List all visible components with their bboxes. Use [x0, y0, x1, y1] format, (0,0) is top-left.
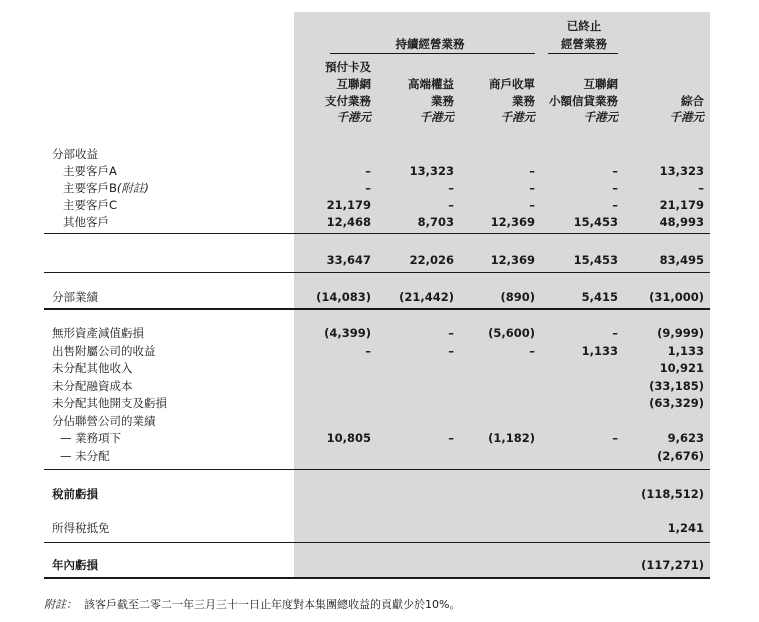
customer-a-col5: 13,323: [659, 164, 704, 178]
associates-business-col2: –: [448, 431, 454, 445]
segment-result-col3: (890): [500, 290, 535, 304]
associates-business-label: — 業務項下: [60, 431, 122, 445]
year-loss-label: 年內虧損: [52, 558, 98, 572]
header-continuing-group: 持續經營業務: [395, 37, 465, 51]
customer-b-col2: –: [448, 181, 454, 195]
unallocated-expenses-label: 未分配其他開支及虧損: [52, 396, 167, 410]
customer-a-col2: 13,323: [409, 164, 454, 178]
col1-header-line1: 預付卡及: [325, 60, 371, 74]
impairment-col5: (9,999): [657, 326, 704, 340]
col1-header-line3: 支付業務: [325, 94, 371, 108]
associates-title: 分佔聯營公司的業績: [52, 414, 156, 428]
rule-after-customers: [44, 233, 710, 234]
header-discontinued-rule: [548, 53, 618, 54]
associates-business-col4: –: [612, 431, 618, 445]
rule-after-subtotal: [44, 272, 710, 273]
impairment-label: 無形資產減值虧損: [52, 326, 144, 340]
customer-c-col4: –: [612, 198, 618, 212]
customer-c-col2: –: [448, 198, 454, 212]
customer-c-label: 主要客戶C: [63, 198, 118, 212]
segment-result-col5: (31,000): [649, 290, 704, 304]
customer-a-label: 主要客戶A: [63, 164, 117, 178]
rule-before-pretax: [44, 469, 710, 470]
col2-unit: 千港元: [419, 110, 454, 124]
customer-b-col1: –: [365, 181, 371, 195]
segment-result-label: 分部業績: [52, 290, 98, 304]
disposal-gain-col2: –: [448, 344, 454, 358]
impairment-col3: (5,600): [488, 326, 535, 340]
col3-unit: 千港元: [500, 110, 535, 124]
segment-revenue-title: 分部收益: [52, 147, 98, 161]
disposal-gain-label: 出售附屬公司的收益: [52, 344, 156, 358]
col3-header-line1: 商戶收單: [489, 77, 535, 91]
pretax-loss-label: 稅前虧損: [52, 487, 98, 501]
other-customers-col4: 15,453: [573, 215, 618, 229]
disposal-gain-col5: 1,133: [667, 344, 704, 358]
other-customers-col3: 12,369: [490, 215, 535, 229]
disposal-gain-col1: –: [365, 344, 371, 358]
impairment-col2: –: [448, 326, 454, 340]
segment-result-col4: 5,415: [581, 290, 618, 304]
unallocated-finance-col5: (33,185): [649, 379, 704, 393]
other-customers-col1: 12,468: [326, 215, 371, 229]
associates-business-col3: (1,182): [488, 431, 535, 445]
associates-unallocated-col5: (2,676): [657, 449, 704, 463]
unallocated-income-col5: 10,921: [659, 361, 704, 375]
disposal-gain-col3: –: [529, 344, 535, 358]
other-customers-label: 其他客戶: [63, 215, 109, 229]
customer-a-col3: –: [529, 164, 535, 178]
unallocated-expenses-col5: (63,329): [649, 396, 704, 410]
col4-header-line1: 互聯網: [583, 77, 618, 91]
unallocated-income-label: 未分配其他收入: [52, 361, 133, 375]
col5-unit: 千港元: [669, 110, 704, 124]
rule-before-year-loss: [44, 542, 710, 543]
segment-result-col2: (21,442): [399, 290, 454, 304]
customer-a-col1: –: [365, 164, 371, 178]
customer-c-col5: 21,179: [659, 198, 704, 212]
footnote-label: 附註：: [44, 598, 77, 611]
col5-header-line1: 綜合: [681, 94, 704, 108]
associates-unallocated-label: — 未分配: [60, 449, 110, 463]
header-discontinued-line2: 經營業務: [561, 37, 607, 51]
associates-business-col1: 10,805: [326, 431, 371, 445]
header-discontinued-line1: 已終止: [566, 19, 602, 33]
customer-c-col3: –: [529, 198, 535, 212]
tax-credit-col5: 1,241: [667, 521, 704, 535]
rule-after-segment-result: [44, 308, 710, 310]
customer-c-col1: 21,179: [326, 198, 371, 212]
col4-header-line2: 小額信貸業務: [549, 94, 618, 108]
rule-after-year-loss: [44, 577, 710, 579]
tax-credit-label: 所得稅抵免: [52, 521, 110, 535]
col1-header-line2: 互聯網: [336, 77, 371, 91]
subtotal-col4: 15,453: [573, 253, 618, 267]
unallocated-finance-label: 未分配融資成本: [52, 379, 133, 393]
associates-business-col5: 9,623: [667, 431, 704, 445]
segment-result-col1: (14,083): [316, 290, 371, 304]
col3-header-line2: 業務: [512, 94, 535, 108]
customer-b-note: (附註): [116, 181, 149, 195]
customer-b-label: [63, 181, 149, 195]
col2-header-line1: 高端權益: [408, 77, 454, 91]
impairment-col1: (4,399): [324, 326, 371, 340]
pretax-loss-col5: (118,512): [641, 487, 704, 501]
other-customers-col5: 48,993: [659, 215, 704, 229]
other-customers-col2: 8,703: [417, 215, 454, 229]
footnote-text: 該客戶截至二零二一年三月三十一日止年度對本集團總收益的貢獻少於10%。: [84, 598, 461, 611]
col1-unit: 千港元: [336, 110, 371, 124]
customer-a-col4: –: [612, 164, 618, 178]
header-continuing-rule: [330, 53, 535, 54]
subtotal-col2: 22,026: [409, 253, 454, 267]
disposal-gain-col4: 1,133: [581, 344, 618, 358]
subtotal-col3: 12,369: [490, 253, 535, 267]
customer-b-col4: –: [612, 181, 618, 195]
customer-b-col3: –: [529, 181, 535, 195]
customer-b-label-text: 主要客戶B: [63, 181, 117, 195]
customer-b-col5: –: [698, 181, 704, 195]
subtotal-col5: 83,495: [659, 253, 704, 267]
subtotal-col1: 33,647: [326, 253, 371, 267]
year-loss-col5: (117,271): [641, 558, 704, 572]
col4-unit: 千港元: [583, 110, 618, 124]
col2-header-line2: 業務: [431, 94, 454, 108]
impairment-col4: –: [612, 326, 618, 340]
